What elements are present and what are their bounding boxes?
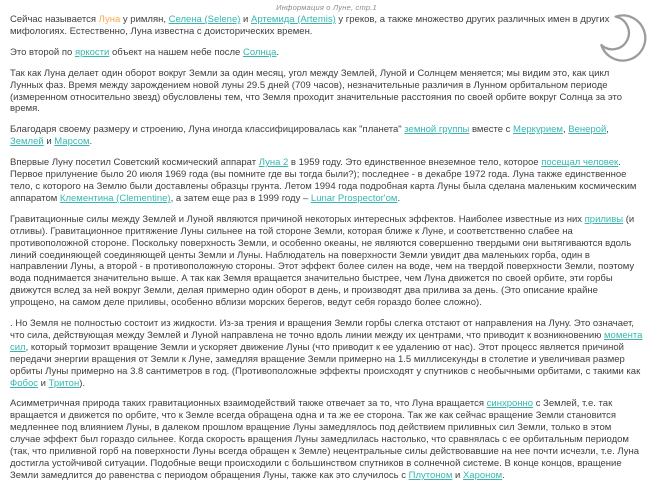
paragraph xyxy=(10,68,644,116)
text-run: объект на нашем небе после xyxy=(109,46,243,58)
text-link[interactable]: Землей xyxy=(10,136,44,148)
paragraph xyxy=(10,157,644,205)
text-run: у греков, а также множество других различных имен в других мифологиях. Естественно, Луна известна с доисторических времен. xyxy=(10,14,610,37)
text-run: , xyxy=(562,124,569,136)
text-run: . xyxy=(276,46,280,58)
text-link[interactable]: Солнца xyxy=(242,46,277,58)
text-link[interactable]: Артемида (Artemis) xyxy=(250,14,336,25)
text-run: , который тормозит вращение Земли и ускоряет движение Луны (что приводит к ее удалению от нас). Этот процесс является причиной передачи энергии вращения от Земли к Луне, замедляя вращение Земли примерно на 1.5 миллисекунды в столетие и увеличивая размер орбиты Луны примерно на 3.8 сантиметров в год. (Противоположные эффекты происходят у спутников с необычными орбитами, с такими как xyxy=(10,341,641,377)
text-run: с Землей, т.е. так вращается и движется по орбите, что к Земле всегда обращена одна и та же ее сторона. Так же как сейчас вращение Земли становится медленнее под влиянием Луны, в далеком прошлом вращение Луны замедлялось под действием приливных сил Земли, только в этом случае эффект был гораздо сильнее. Когда скорость вращения Луны замедлилась настолько, что сравнялась с ее орбитальным периодом (так, что приливной горб на поверхности Луны всегда обращен к Земле) нецентральные силы действовавшие на нее почти исчезли, т.е. Луна достигла устойчивой ситуации. Подобные вещи происходили с большинством спутников в солнечной системе. В конце концов, вращение Земли замедлится до равенства с периодом обращения Луны, также как это случилось с xyxy=(10,398,640,481)
text-run: . xyxy=(397,192,401,204)
text-run: ). xyxy=(79,377,86,389)
paragraph xyxy=(10,318,644,389)
text-link[interactable]: Меркурием xyxy=(513,124,563,136)
document-body xyxy=(10,14,644,491)
text-run: Гравитационные силы между Землей и Луной являются причиной некоторых интересных эффектов. Наиболее известные из них xyxy=(10,213,585,225)
text-run: . xyxy=(89,136,93,148)
text-run: и xyxy=(240,14,251,25)
text-link[interactable]: приливы xyxy=(584,213,624,225)
text-link[interactable]: Селена (Selene) xyxy=(168,14,241,25)
page-header-title: Информация о Луне, стр.1 xyxy=(276,3,377,12)
text-run: , а затем еще раз в 1999 году – xyxy=(170,192,311,204)
text-link[interactable]: Фобос xyxy=(10,377,38,389)
text-run: . Первое прилунение было 20 июля 1969 года (вы помните где вы тогда были?); последнее - в декабре 1972 года. Луна также единственное тело, с которого на Землю были доставлены образцы грунта. Летом 1994 года подробная карта Луны была сделана маленьким космическим аппаратом xyxy=(10,157,637,204)
text-run: . xyxy=(502,469,505,481)
text-link[interactable]: посещал человек xyxy=(541,157,619,169)
text-run: у римлян, xyxy=(120,14,169,25)
text-run: Сейчас называется xyxy=(10,14,99,25)
paragraph xyxy=(10,214,644,309)
text-link[interactable]: Марсом xyxy=(54,136,90,148)
text-run: (и отливы). Гравитационное притяжение Луны сильнее на той стороне Земли, которая ближе к Луне, и соответственно слабее на противоположной стороне. Поскольку поверхность Земли, и особенно океаны, не являются совершенно твердыми они вытягиваются вдоль линий соединяющей соединяющей центы Земли и Луны. Наблюдатель на поверхности Земли увидит два маленьких горба, один в направлении Луны, а второй - в противоположную стороны. Этот эффект более силен на воде, чем на твердой поверхности Земли, поэтому вода поднимается значительно выше. А так как Земля вращается значительно быстрее, чем Луна движется по своей орбите, эти горбы движутся вслед за ней вокруг Земли, делая примерно один оборот в день, и производят два прилива за день. (Это описание крайне упрощено, на самом деле приливы, особенно вблизи морских берегов, ведут себя гораздо более сложно). xyxy=(10,213,635,309)
text-run: и xyxy=(37,377,49,389)
paragraph xyxy=(10,14,644,38)
text-link[interactable]: Плутоном xyxy=(408,469,453,481)
text-link[interactable]: Луна 2 xyxy=(258,157,289,169)
text-link[interactable]: синхронно xyxy=(486,398,534,410)
text-link[interactable]: Хароном xyxy=(462,469,503,481)
paragraph xyxy=(10,398,644,481)
text-run: вместе с xyxy=(469,124,514,136)
paragraph xyxy=(10,47,644,59)
text-link[interactable]: яркости xyxy=(74,46,110,58)
text-run: Это второй по xyxy=(10,46,75,58)
paragraph xyxy=(10,124,644,148)
text-link[interactable]: Тритон xyxy=(48,377,80,389)
text-link[interactable]: момента сил xyxy=(10,329,643,353)
text-run: и xyxy=(452,469,463,481)
text-run: и xyxy=(43,136,55,148)
text-run: Впервые Луну посетил Советский космический аппарат xyxy=(10,157,259,169)
text-run: , xyxy=(606,124,609,136)
text-link[interactable]: Lunar Prospector'ом xyxy=(310,192,398,204)
highlighted-text: Луна xyxy=(98,14,121,25)
text-link[interactable]: Венерой xyxy=(568,124,607,136)
text-run: Благодаря своему размеру и строению, Луна иногда классифицировалась как "планета" xyxy=(10,124,405,136)
text-run: в 1959 году. Это единственное внеземное тело, которое xyxy=(288,157,542,169)
text-link[interactable]: Клементина (Clementine) xyxy=(59,192,171,204)
text-run: . Но Земля не полностью состоит из жидкости. Из-за трения и вращения Земли горбы слегка отстают от направления на Луну. Это означает, что сила, действующая между Землей и Луной направлена не точно вдоль линии между их центрами, что приводит к возникновению xyxy=(10,318,634,341)
text-run: Асимметричная природа таких гравитационных взаимодействий также отвечает за то, что Луна вращается xyxy=(10,398,487,410)
text-link[interactable]: земной группы xyxy=(404,124,470,136)
text-run: Так как Луна делает один оборот вокруг Земли за один месяц, угол между Землей, Луной и Солнцем меняется; мы видим это, как цикл Лунных фаз. Время между зарождением новой луны 29.5 дней (709 часов), незначительные различия в Лунном орбитальном периоде (измеренном относительно звезд) обусловлены тем, что Земля проходит значительные расстояния по своей орбите вокруг Солнца за это время. xyxy=(10,67,623,115)
